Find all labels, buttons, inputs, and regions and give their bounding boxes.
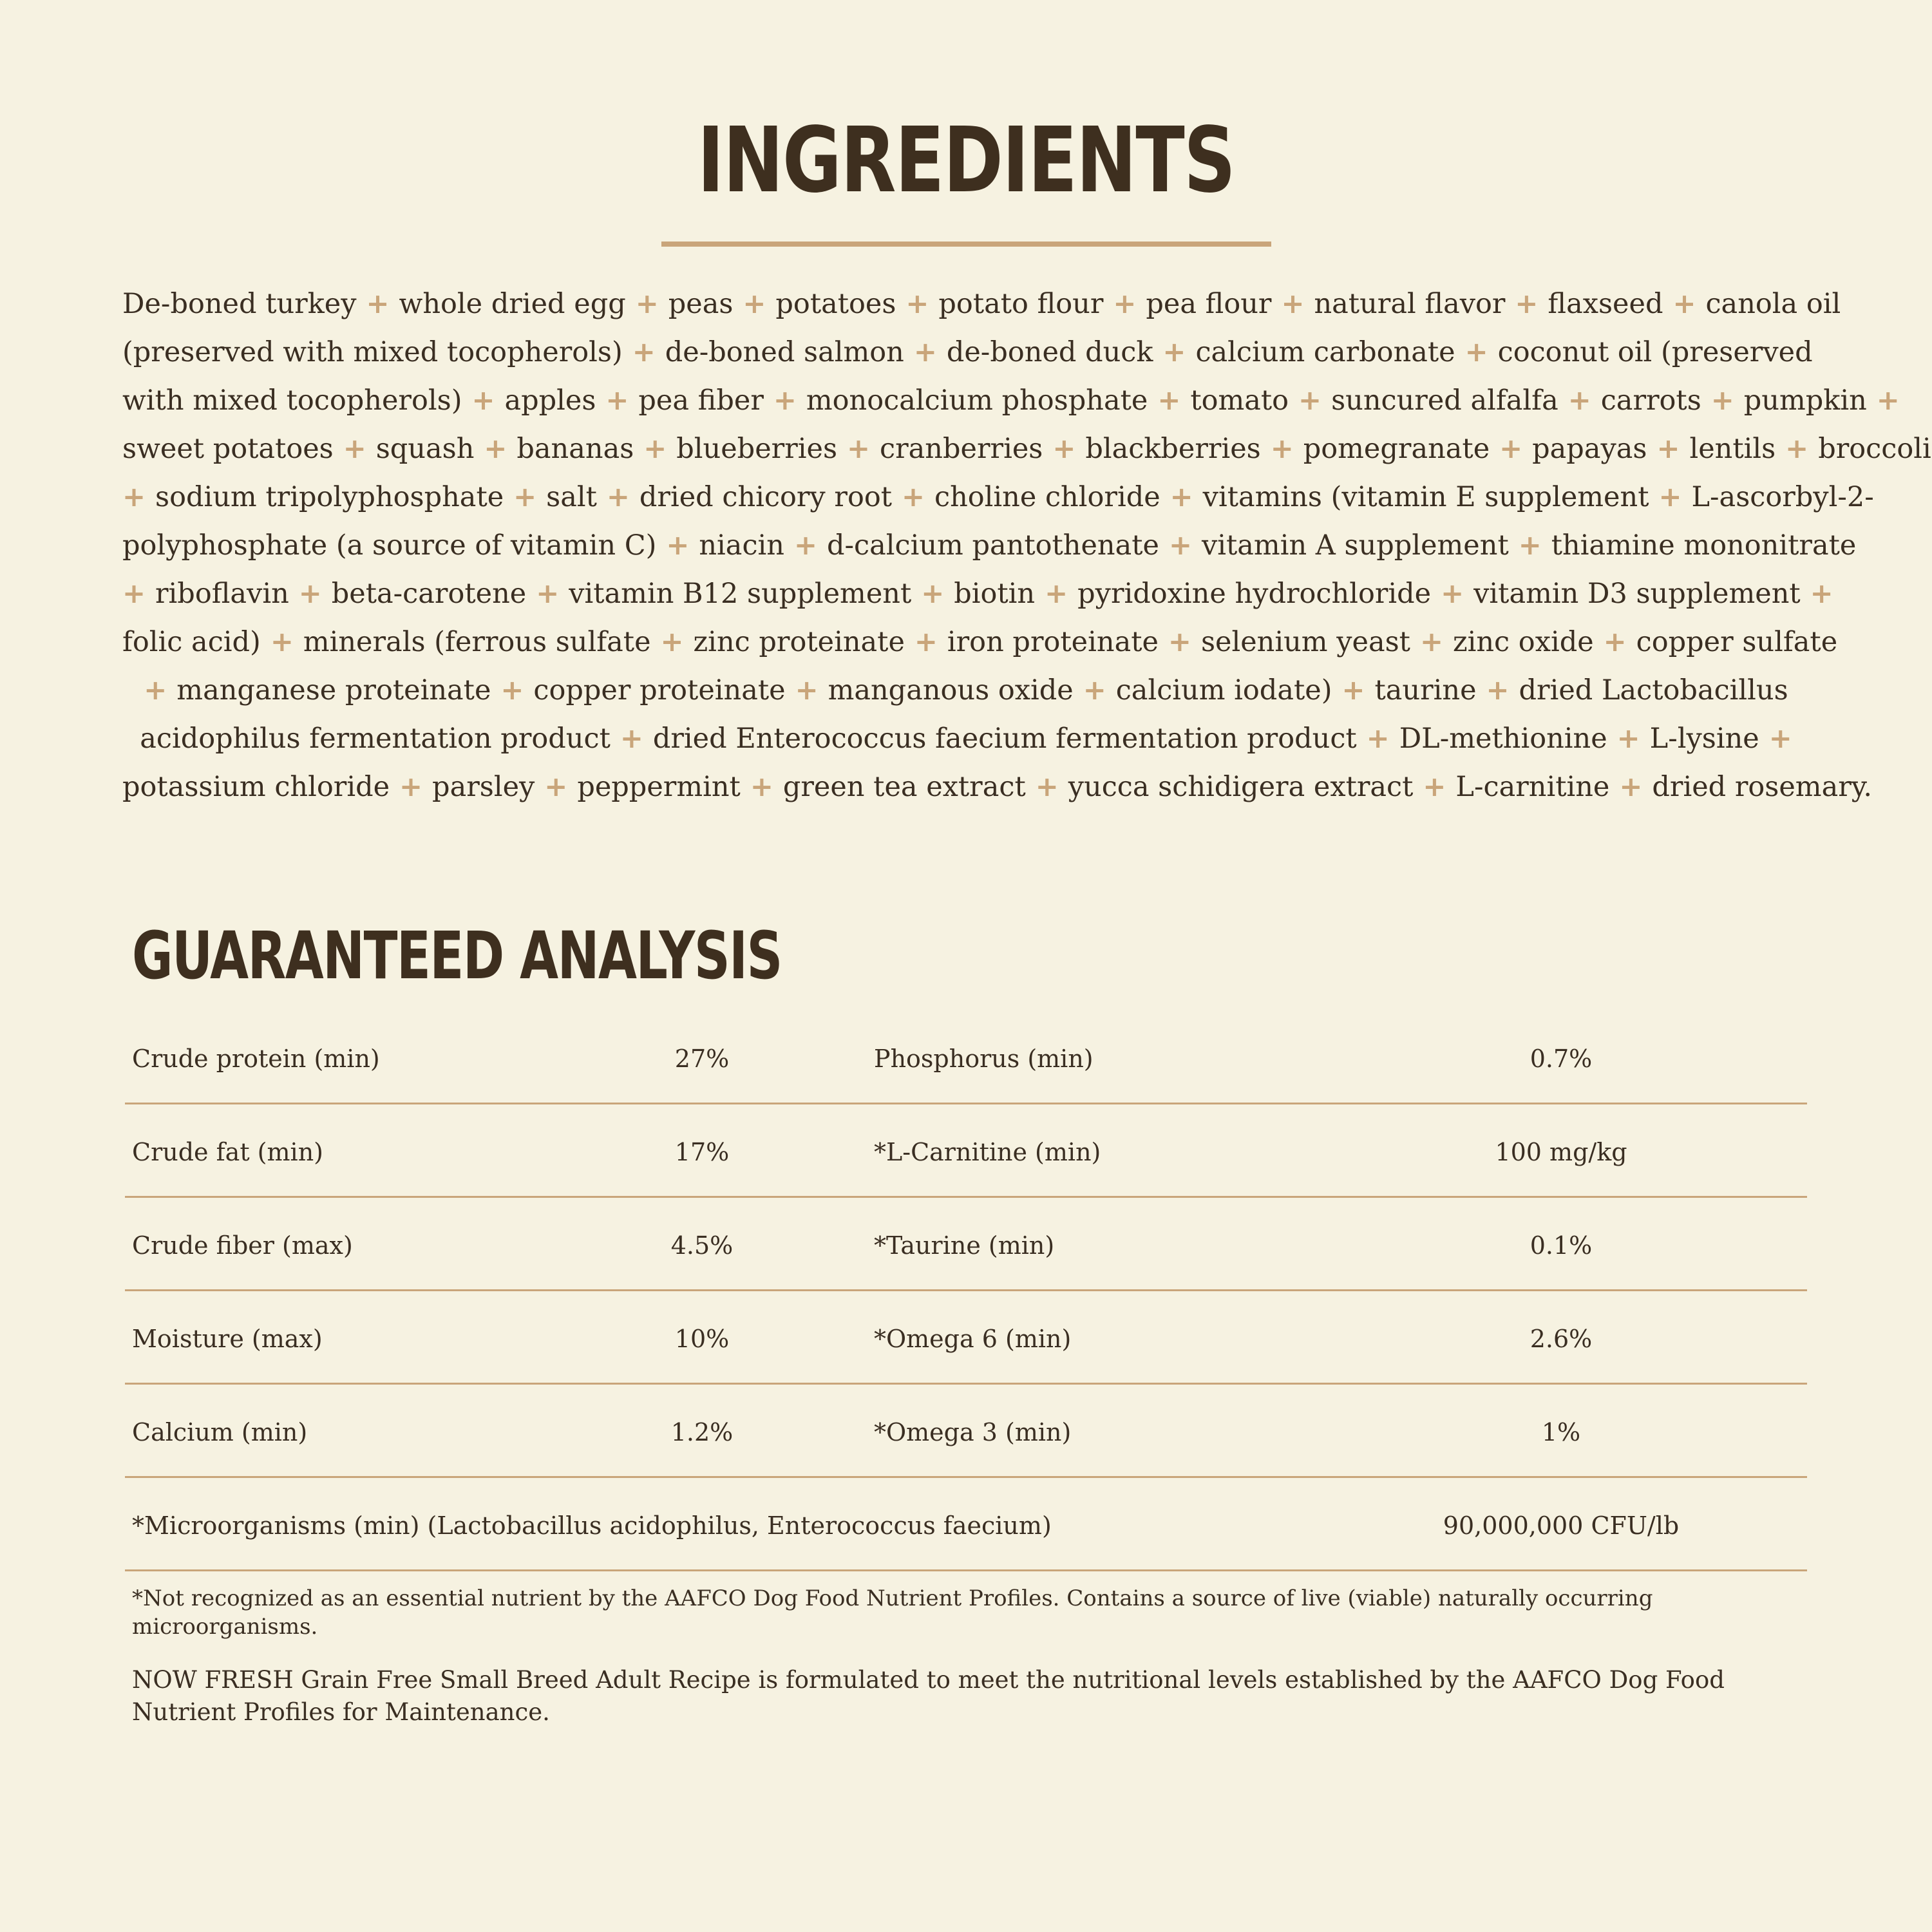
ingredient-item: de-boned duck [946,336,1153,368]
plus-separator: + [596,481,639,513]
ingredient-item: blueberries [676,433,838,465]
microorganisms-value: 90,000,000 CFU/lb [1443,1511,1680,1540]
ingredient-line [122,425,1931,473]
ingredient-item: cranberries [880,433,1043,465]
nutrient-value: 2.6% [1530,1325,1593,1353]
plus-separator: + [122,481,155,513]
plus-separator: + [526,578,569,610]
title-divider [661,242,1271,247]
ingredient-item: pyridoxine hydrochloride [1077,578,1432,610]
ingredient-item: pomegranate [1303,433,1490,465]
plus-separator: + [656,529,699,562]
plus-separator: + [1271,288,1314,320]
plus-separator: + [1413,771,1456,803]
ingredient-item: choline chloride [934,481,1160,513]
plus-separator: + [763,384,806,417]
plus-separator: + [1776,433,1819,465]
ingredient-item: suncured alfalfa [1331,384,1558,417]
ingredient-item: biotin [954,578,1036,610]
ingredient-item: vitamin D3 supplement [1473,578,1801,610]
ingredient-item: dried Lactobacillus [1519,674,1788,706]
plus-separator: + [1759,723,1792,755]
table-row [125,1011,1807,1104]
plus-separator: + [1609,771,1653,803]
plus-separator: + [625,288,668,320]
plus-separator: + [1866,384,1900,417]
ingredient-item: papayas [1532,433,1647,465]
plus-separator: + [1607,723,1650,755]
plus-separator: + [1800,578,1833,610]
plus-separator: + [462,384,505,417]
plus-separator: + [1455,336,1498,368]
plus-separator: + [260,626,303,658]
plus-separator: + [1356,723,1399,755]
plus-separator: + [390,771,433,803]
ingredient-item: whole dried egg [399,288,626,320]
ingredient-item: dried chicory root [639,481,893,513]
microorganisms-label: *Microorganisms (min) (Lactobacillus acidophilus, Enterococcus faecium) [132,1511,1052,1540]
plus-separator: + [1593,626,1636,658]
guaranteed-analysis-title: GUARANTEED ANALYSIS [132,918,782,994]
ingredient-item: carrots [1600,384,1701,417]
ingredient-item: iron proteinate [947,626,1159,658]
nutrient-label: Crude fiber (max) [132,1231,353,1260]
plus-separator: + [1476,674,1519,706]
plus-separator: + [1505,288,1548,320]
nutrient-value: 27% [674,1045,730,1073]
plus-separator: + [474,433,517,465]
ingredient-item: monocalcium phosphate [806,384,1148,417]
ingredient-item: bananas [516,433,634,465]
ingredient-line [122,763,1873,811]
analysis-table [125,1011,1807,1571]
plus-separator: + [333,433,376,465]
ingredient-item: salt [546,481,597,513]
plus-separator: + [1159,529,1202,562]
ingredient-item: copper proteinate [533,674,786,706]
ingredient-line [122,570,1833,618]
ingredient-item: De-boned turkey [122,288,357,320]
plus-separator: + [892,481,934,513]
ingredient-item: L-lysine [1649,723,1759,755]
plus-separator: + [904,626,947,658]
aafco-statement: NOW FRESH Grain Free Small Breed Adult Recipe is formulated to meet the nutritional levels established by the AAFCO Dog Food Nutrient Profiles for Maintenance. [132,1666,1725,1726]
ingredient-item: zinc oxide [1452,626,1594,658]
ingredient-item: peas [668,288,734,320]
plus-separator: + [733,288,776,320]
plus-separator: + [1043,433,1086,465]
plus-separator: + [535,771,578,803]
plus-separator: + [784,529,827,562]
ingredient-item: acidophilus fermentation product [140,723,611,755]
ingredient-line [122,328,1813,377]
plus-separator: + [1431,578,1474,610]
plus-separator: + [785,674,828,706]
ingredient-line [122,280,1841,328]
plus-separator: + [650,626,694,658]
ingredient-item: sodium tripolyphosphate [155,481,504,513]
ingredient-item: d-calcium pantothenate [826,529,1159,562]
plus-separator: + [1073,674,1116,706]
plus-separator: + [740,771,783,803]
plus-separator: + [1332,674,1375,706]
ingredient-item: DL-methionine [1399,723,1607,755]
ingredient-item: parsley [432,771,535,803]
plus-separator: + [1508,529,1551,562]
ingredient-line [122,473,1874,522]
plus-separator: + [1490,433,1533,465]
ingredient-item: canola oil [1705,288,1841,320]
ingredient-item: dried Enterococcus faecium fermentation product [652,723,1357,755]
nutrient-label: Calcium (min) [132,1418,308,1446]
ingredient-item: sweet potatoes [122,433,334,465]
table-row [125,1198,1807,1291]
analysis-notes [132,1584,1806,1728]
ingredient-item: niacin [699,529,784,562]
nutrient-value: 17% [674,1138,730,1166]
plus-separator: + [122,578,155,610]
plus-separator: + [1663,288,1706,320]
plus-separator: + [596,384,639,417]
plus-separator: + [1035,578,1078,610]
plus-separator: + [491,674,534,706]
ingredient-item: natural flavor [1314,288,1506,320]
table-row [125,1104,1807,1198]
ingredients-title: INGREDIENTS [697,108,1235,213]
ingredient-item: calcium carbonate [1195,336,1455,368]
nutrient-value: 0.1% [1530,1231,1593,1260]
ingredients-list [122,280,1931,811]
ingredient-item: vitamin A supplement [1201,529,1509,562]
ingredient-item: minerals (ferrous sulfate [303,626,651,658]
ingredient-item: dried rosemary. [1652,771,1873,803]
plus-separator: + [1025,771,1068,803]
table-row-microorganisms [125,1478,1807,1571]
ingredient-item: selenium yeast [1200,626,1410,658]
ingredient-item: yucca schidigera extract [1068,771,1414,803]
nutrient-label: Crude fat (min) [132,1138,323,1166]
ingredient-item: calcium iodate) [1115,674,1332,706]
plus-separator: + [1260,433,1303,465]
ingredient-item: peppermint [577,771,741,803]
nutrient-label: *Taurine (min) [874,1231,1055,1260]
ingredient-item: squash [375,433,475,465]
ingredient-item: pumpkin [1743,384,1867,417]
plus-separator: + [289,578,332,610]
nutrient-label: *Omega 6 (min) [874,1325,1072,1353]
nutrient-label: Moisture (max) [132,1325,323,1353]
nutrient-value: 4.5% [670,1231,734,1260]
nutrient-value: 100 mg/kg [1495,1138,1627,1166]
ingredient-item: zinc proteinate [693,626,905,658]
plus-separator: + [904,336,947,368]
plus-separator: + [1158,626,1201,658]
ingredient-line [122,522,1857,570]
ingredient-item: tomato [1190,384,1289,417]
plus-separator: + [896,288,939,320]
plus-separator: + [1289,384,1332,417]
plus-separator: + [610,723,653,755]
ingredient-item: with mixed tocopherols) [122,384,462,417]
ingredient-item: (preserved with mixed tocopherols) [122,336,623,368]
plus-separator: + [1160,481,1203,513]
plus-separator: + [911,578,954,610]
ingredient-item: polyphosphate (a source of vitamin C) [122,529,657,562]
nutrient-label: Phosphorus (min) [874,1045,1094,1073]
plus-separator: + [837,433,880,465]
ingredient-item: coconut oil (preserved [1497,336,1813,368]
ingredient-line [122,667,1810,715]
ingredient-item: broccoli [1818,433,1931,465]
ingredient-item: flaxseed [1548,288,1663,320]
ingredient-line [122,618,1838,667]
ingredient-item: thiamine mononitrate [1551,529,1857,562]
ingredient-item: beta-carotene [331,578,527,610]
ingredient-line [122,377,1900,425]
ingredient-item: vitamins (vitamin E supplement [1202,481,1649,513]
plus-separator: + [1148,384,1191,417]
plus-separator: + [1649,481,1692,513]
plus-separator: + [1701,384,1744,417]
nutrient-value: 1% [1541,1418,1581,1446]
ingredient-item: vitamin B12 supplement [569,578,912,610]
ingredient-item: taurine [1374,674,1477,706]
nutrient-label: *L-Carnitine (min) [874,1138,1101,1166]
ingredient-item: riboflavin [155,578,289,610]
nutrient-label: *Omega 3 (min) [874,1418,1072,1446]
nutrient-value: 10% [674,1325,730,1353]
nutrient-value: 0.7% [1530,1045,1593,1073]
ingredient-item: pea fiber [638,384,764,417]
plus-separator: + [1410,626,1453,658]
ingredient-item: de-boned salmon [665,336,904,368]
plus-separator: + [1558,384,1601,417]
ingredient-item: green tea extract [782,771,1026,803]
plus-separator: + [356,288,399,320]
ingredient-item: folic acid) [122,626,261,658]
plus-separator: + [1647,433,1690,465]
ingredient-item: potato flour [938,288,1104,320]
ingredient-item: manganese proteinate [176,674,491,706]
ingredient-item: apples [504,384,596,417]
ingredient-item: L-ascorbyl-2- [1691,481,1874,513]
ingredient-line [122,715,1810,763]
table-row [125,1385,1807,1478]
plus-separator: + [144,674,177,706]
plus-separator: + [1153,336,1196,368]
ingredient-item: pea flour [1146,288,1272,320]
ingredient-item: L-carnitine [1455,771,1610,803]
plus-separator: + [504,481,547,513]
nutrient-label: Crude protein (min) [132,1045,380,1073]
ingredient-item: copper sulfate [1636,626,1838,658]
ingredient-item: potassium chloride [122,771,390,803]
ingredient-item: manganous oxide [828,674,1074,706]
ingredient-item: lentils [1689,433,1776,465]
table-row [125,1291,1807,1385]
plus-separator: + [622,336,665,368]
ingredient-item: blackberries [1085,433,1261,465]
nutrient-value: 1.2% [670,1418,734,1446]
plus-separator: + [634,433,677,465]
footnote: *Not recognized as an essential nutrient by the AAFCO Dog Food Nutrient Profiles. Contains a source of live (viable) naturally occurring microorganisms. [132,1586,1653,1640]
ingredient-item: potatoes [775,288,896,320]
plus-separator: + [1103,288,1146,320]
